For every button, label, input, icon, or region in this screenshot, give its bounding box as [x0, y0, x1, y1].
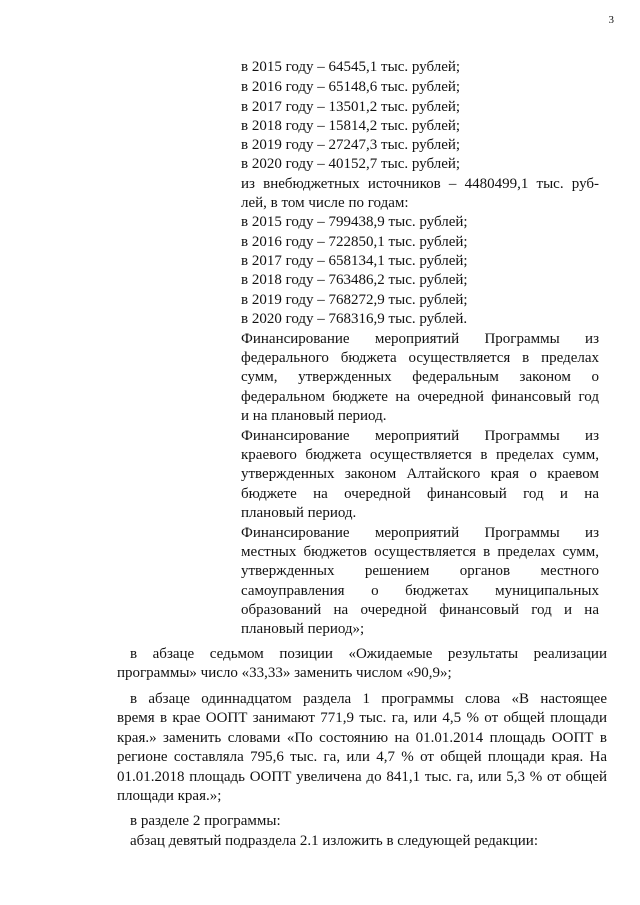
federal-paragraph-line: сумм, утвержденных федеральным законом о — [241, 369, 599, 385]
regional-paragraph-line: бюджете на очередной финансовый год и на — [241, 486, 599, 502]
local-paragraph-line: самоуправления о бюджетах муниципальных — [241, 583, 599, 599]
funding-line: в 2019 году – 27247,3 тыс. рублей; — [241, 137, 461, 153]
funding-line: в 2017 году – 13501,2 тыс. рублей; — [241, 99, 461, 115]
paragraph-eleventh-line: площади края.»; — [117, 788, 222, 804]
funding-line: в 2015 году – 64545,1 тыс. рублей; — [241, 59, 461, 75]
paragraph-seventh-line: программы» число «33,33» заменить числом «90,9»; — [117, 665, 452, 681]
federal-paragraph-line: Финансирование мероприятий Программы из — [241, 331, 599, 347]
regional-paragraph-line: краевого бюджета осуществляется в пределах сумм, — [241, 447, 599, 463]
paragraph-eleventh-line: 01.01.2018 площадь ООПТ увеличена до 841,1 тыс. га, или 5,3 % от общей — [117, 769, 607, 785]
extra-budget-year: в 2015 году – 799438,9 тыс. рублей; — [241, 214, 468, 230]
regional-paragraph-line: утвержденных законом Алтайского края о краевом — [241, 466, 599, 482]
subsection-instruction: абзац девятый подраздела 2.1 изложить в следующей редакции: — [130, 833, 539, 849]
extra-budget-line: из внебюджетных источников – 4480499,1 тыс. руб- — [241, 176, 599, 192]
local-paragraph-line: образований на очередной финансовый год и на — [241, 602, 599, 618]
extra-budget-year: в 2018 году – 763486,2 тыс. рублей; — [241, 272, 468, 288]
funding-line: в 2016 году – 65148,6 тыс. рублей; — [241, 79, 461, 95]
funding-line: в 2018 году – 15814,2 тыс. рублей; — [241, 118, 461, 134]
extra-budget-year: в 2016 году – 722850,1 тыс. рублей; — [241, 234, 468, 250]
paragraph-eleventh-line: время в крае ООПТ занимают 771,9 тыс. га, или 4,5 % от общей площади — [117, 710, 607, 726]
regional-paragraph-line: плановый период. — [241, 505, 357, 521]
local-paragraph-line: Финансирование мероприятий Программы из — [241, 525, 599, 541]
paragraph-eleventh-line: края.» заменить словами «По состоянию на 01.01.2014 площадь ООПТ в — [117, 730, 607, 746]
regional-paragraph-line: Финансирование мероприятий Программы из — [241, 428, 599, 444]
extra-budget-line: лей, в том числе по годам: — [241, 195, 409, 211]
local-paragraph-line: плановый период»; — [241, 621, 365, 637]
paragraph-seventh-line: в абзаце седьмом позиции «Ожидаемые результаты реализации — [130, 646, 607, 662]
section-two-heading: в разделе 2 программы: — [130, 813, 281, 829]
paragraph-eleventh-line: в абзаце одиннадцатом раздела 1 программы слова «В настоящее — [130, 691, 607, 707]
funding-line: в 2020 году – 40152,7 тыс. рублей; — [241, 156, 461, 172]
paragraph-eleventh-line: регионе составляла 795,6 тыс. га, или 4,7 % от общей площади края. На — [117, 749, 607, 765]
local-paragraph-line: утвержденных решением органов местного — [241, 563, 599, 579]
extra-budget-year: в 2019 году – 768272,9 тыс. рублей; — [241, 292, 468, 308]
local-paragraph-line: местных бюджетов осуществляется в пределах сумм, — [241, 544, 599, 560]
extra-budget-year: в 2017 году – 658134,1 тыс. рублей; — [241, 253, 468, 269]
extra-budget-year: в 2020 году – 768316,9 тыс. рублей. — [241, 311, 468, 327]
federal-paragraph-line: федеральном бюджете на очередной финансовый год — [241, 389, 599, 405]
federal-paragraph-line: и на плановый период. — [241, 408, 387, 424]
federal-paragraph-line: федерального бюджета осуществляется в пределах — [241, 350, 599, 366]
page-number: 3 — [608, 14, 614, 26]
